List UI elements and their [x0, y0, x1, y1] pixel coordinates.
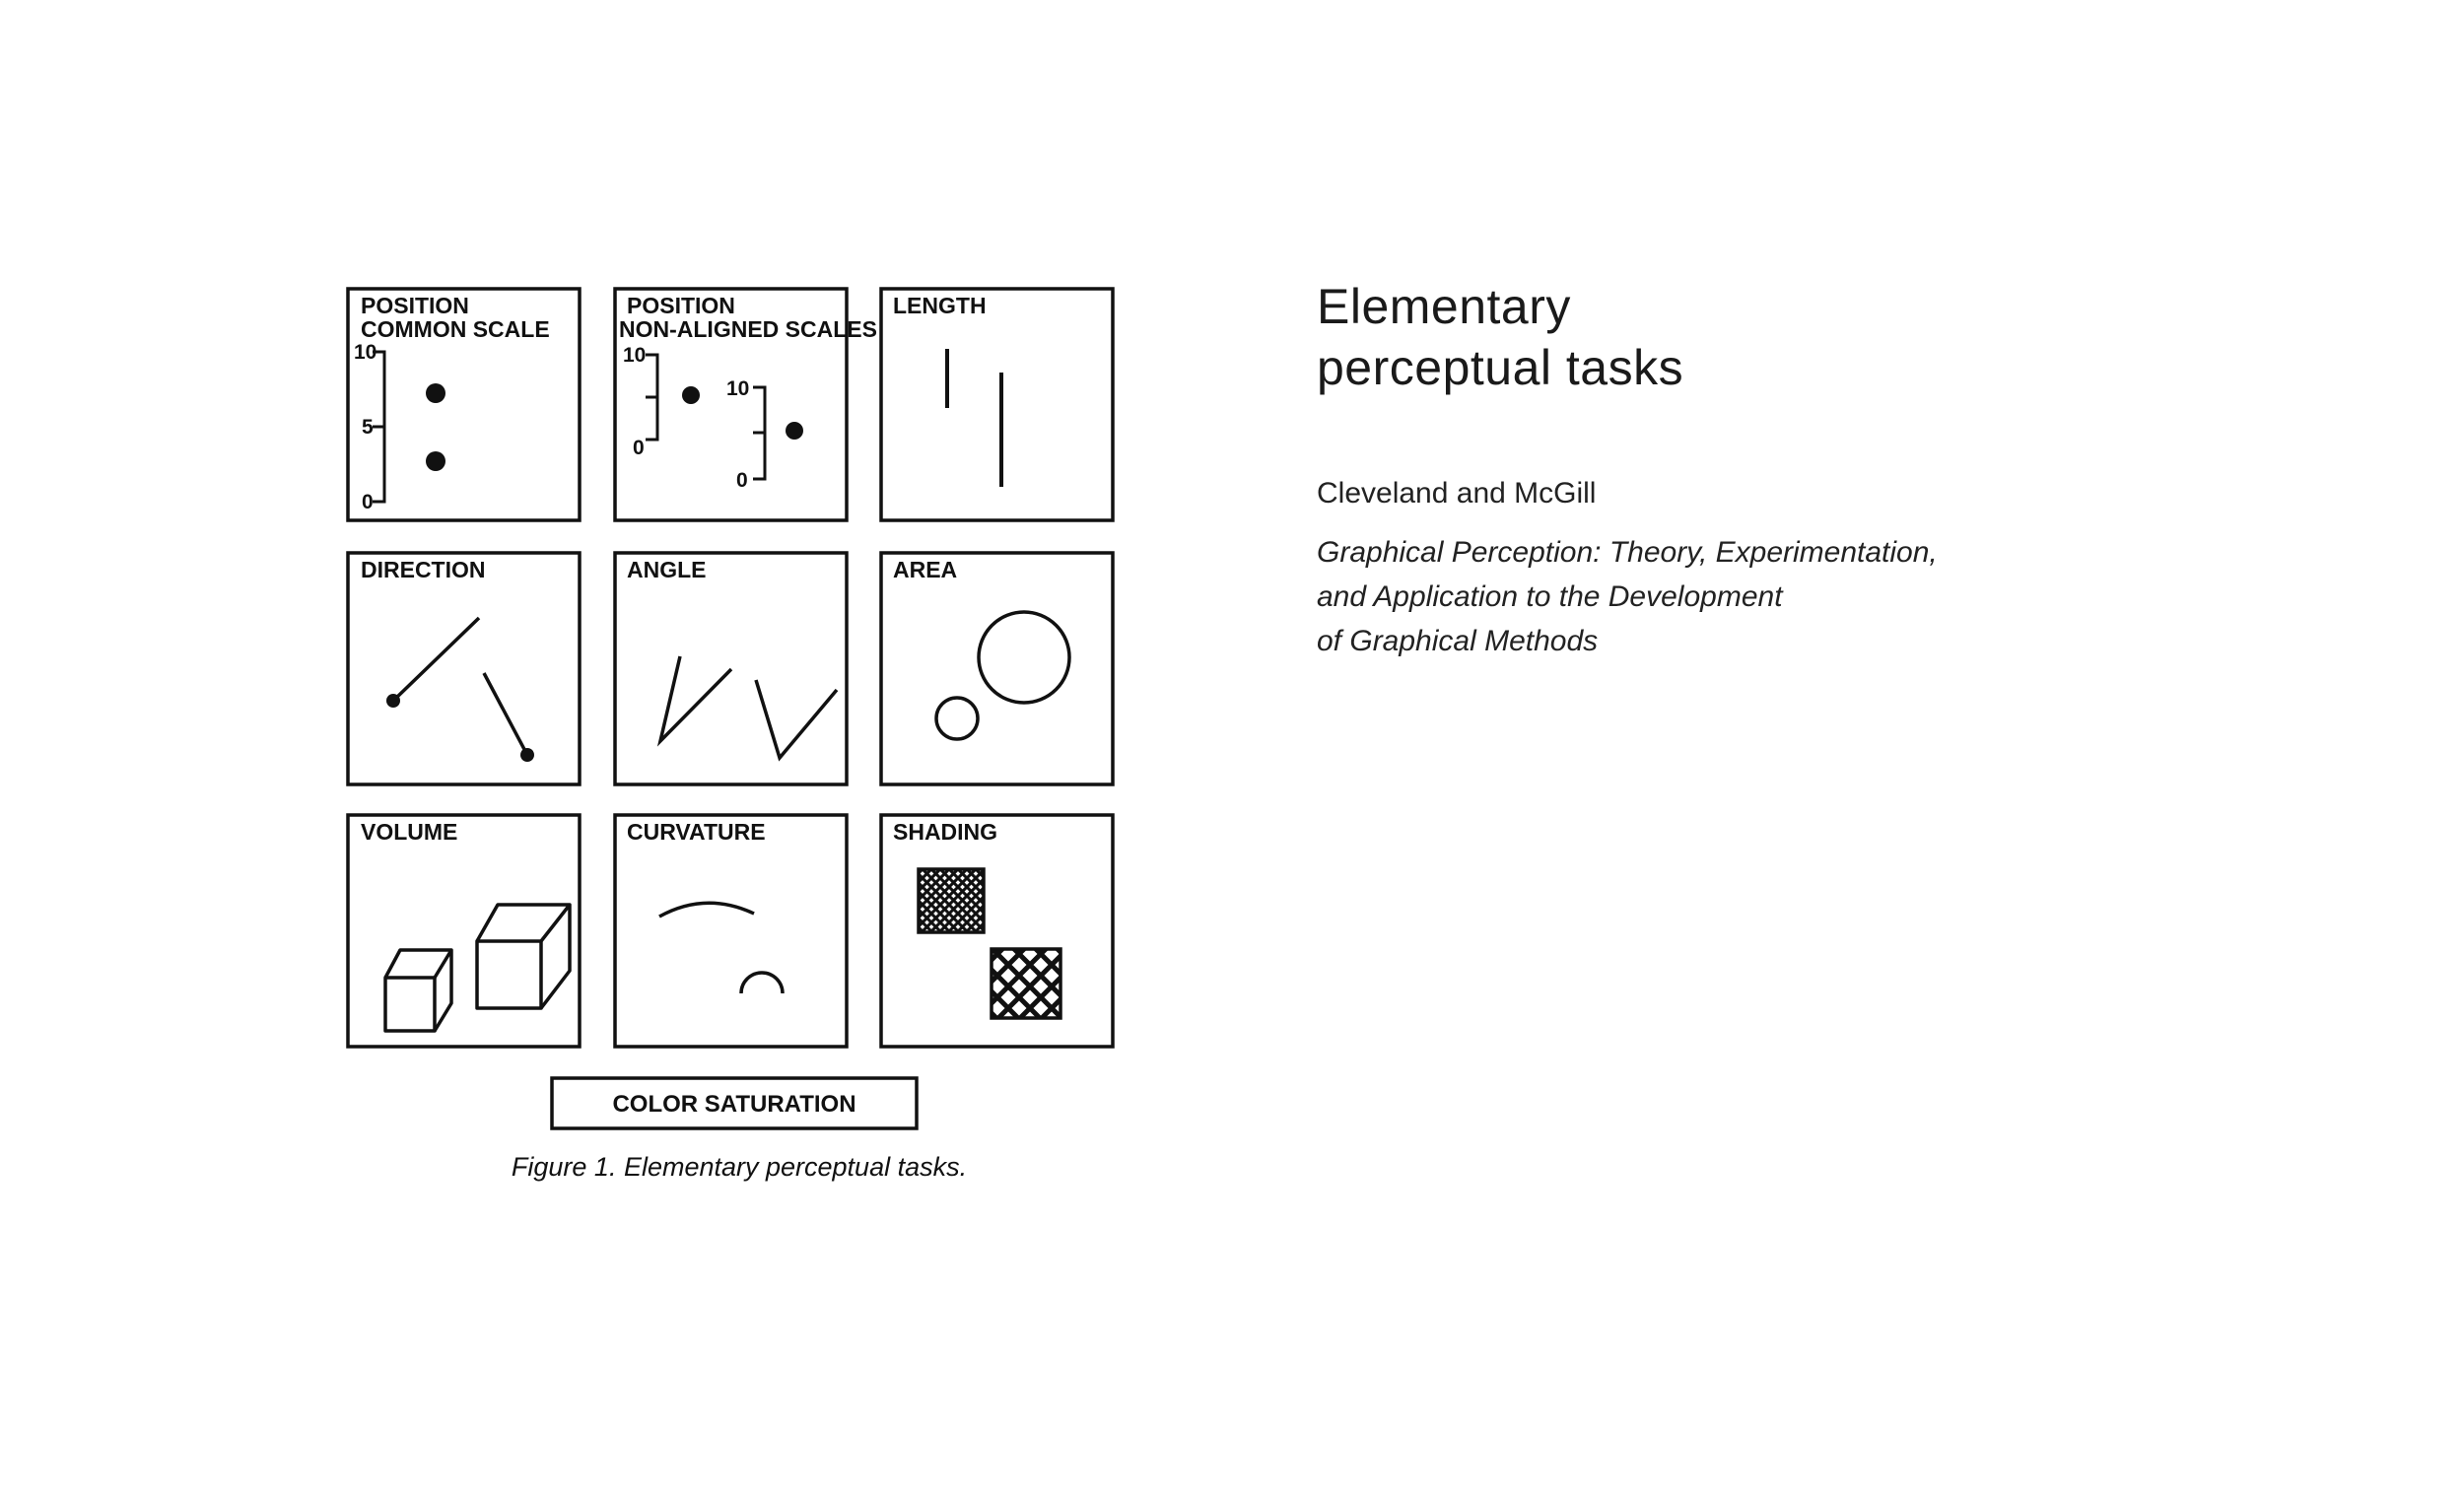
- non-aligned-scale-b: [753, 387, 765, 479]
- scale-tick-label: 0: [362, 491, 374, 513]
- angle-shape: [660, 656, 731, 741]
- common-scale-axis: [373, 352, 384, 502]
- panel-shading: [881, 815, 1113, 1047]
- panel-label-line: POSITION: [627, 293, 735, 318]
- panel-label-line: COMMON SCALE: [361, 316, 550, 342]
- panel-label-line: DIRECTION: [361, 557, 486, 582]
- slide-title: [1317, 276, 2401, 398]
- panel-angle: [615, 553, 847, 784]
- panel-label: [893, 557, 957, 582]
- non-aligned-scale-a: [646, 355, 657, 440]
- panel-label-line: CURVATURE: [627, 819, 766, 845]
- figure-caption: Figure 1. Elementary perceptual tasks.: [511, 1152, 968, 1182]
- position-dot: [786, 422, 803, 440]
- panel-label-line: NON-ALIGNED SCALES: [619, 316, 877, 342]
- panel-label: [893, 819, 997, 845]
- angle-shape: [756, 680, 837, 758]
- panel-volume: [348, 815, 580, 1047]
- panel-frame: [615, 815, 847, 1047]
- panel-curvature: [615, 815, 847, 1047]
- citation: [1317, 530, 2401, 663]
- panel-color-saturation: [552, 1078, 917, 1128]
- scale-tick-label: 10: [726, 377, 750, 400]
- citation-line: and Application to the Development: [1317, 580, 1783, 613]
- panel-label: [619, 293, 877, 342]
- panel-label: [627, 557, 707, 582]
- panel-label: [627, 819, 766, 845]
- panel-length: [881, 289, 1113, 520]
- panel-frame: [615, 553, 847, 784]
- panel-frame: [348, 815, 580, 1047]
- citation-line: of Graphical Methods: [1317, 625, 1599, 657]
- author: Cleveland and McGill: [1317, 477, 1597, 510]
- panel-label: [893, 293, 987, 318]
- panel-frame: [881, 289, 1113, 520]
- title-line: perceptual tasks: [1317, 340, 1684, 395]
- citation-line: Graphical Perception: Theory, Experimentation,: [1317, 536, 1938, 569]
- shading-swatch-sparse: [992, 949, 1061, 1018]
- scale-tick-label: 5: [362, 416, 374, 439]
- cube-small: [385, 950, 451, 1031]
- panel-label-line: ANGLE: [627, 557, 707, 582]
- scale-tick-label: 10: [354, 341, 377, 364]
- scale-tick-label: 0: [633, 437, 645, 459]
- direction-dot: [386, 694, 400, 708]
- direction-dot: [520, 748, 534, 762]
- scale-tick-label: 0: [736, 469, 748, 492]
- title-line: Elementary: [1317, 279, 1571, 334]
- slide-text-column: [1317, 276, 2401, 663]
- panel-direction: [348, 553, 580, 784]
- panel-area: [881, 553, 1113, 784]
- panel-label-line: POSITION: [361, 293, 469, 318]
- position-dot: [682, 386, 700, 404]
- position-dot: [426, 383, 445, 403]
- area-circle-large: [979, 612, 1069, 703]
- panel-label: [361, 557, 486, 582]
- area-circle-small: [936, 698, 978, 739]
- panel-label-line: SHADING: [893, 819, 998, 845]
- panel-label: [361, 293, 550, 342]
- panel-label: [361, 819, 457, 845]
- curvature-arc-wide: [659, 903, 754, 917]
- curvature-arc-tight: [741, 973, 783, 993]
- position-dot: [426, 451, 445, 471]
- color-saturation-label: COLOR SATURATION: [612, 1091, 856, 1118]
- panel-frame: [881, 553, 1113, 784]
- shading-swatch-dense: [919, 869, 984, 932]
- panel-label-line: AREA: [893, 557, 958, 582]
- panel-position-common-scale: [348, 289, 580, 520]
- direction-line: [484, 673, 527, 755]
- direction-line: [393, 618, 479, 701]
- panel-frame: [348, 553, 580, 784]
- panel-label-line: LENGTH: [893, 293, 987, 318]
- panel-label-line: VOLUME: [361, 819, 458, 845]
- scale-tick-label: 10: [623, 344, 647, 367]
- cube-large: [477, 905, 570, 1008]
- panel-position-non-aligned-scales: [615, 289, 877, 520]
